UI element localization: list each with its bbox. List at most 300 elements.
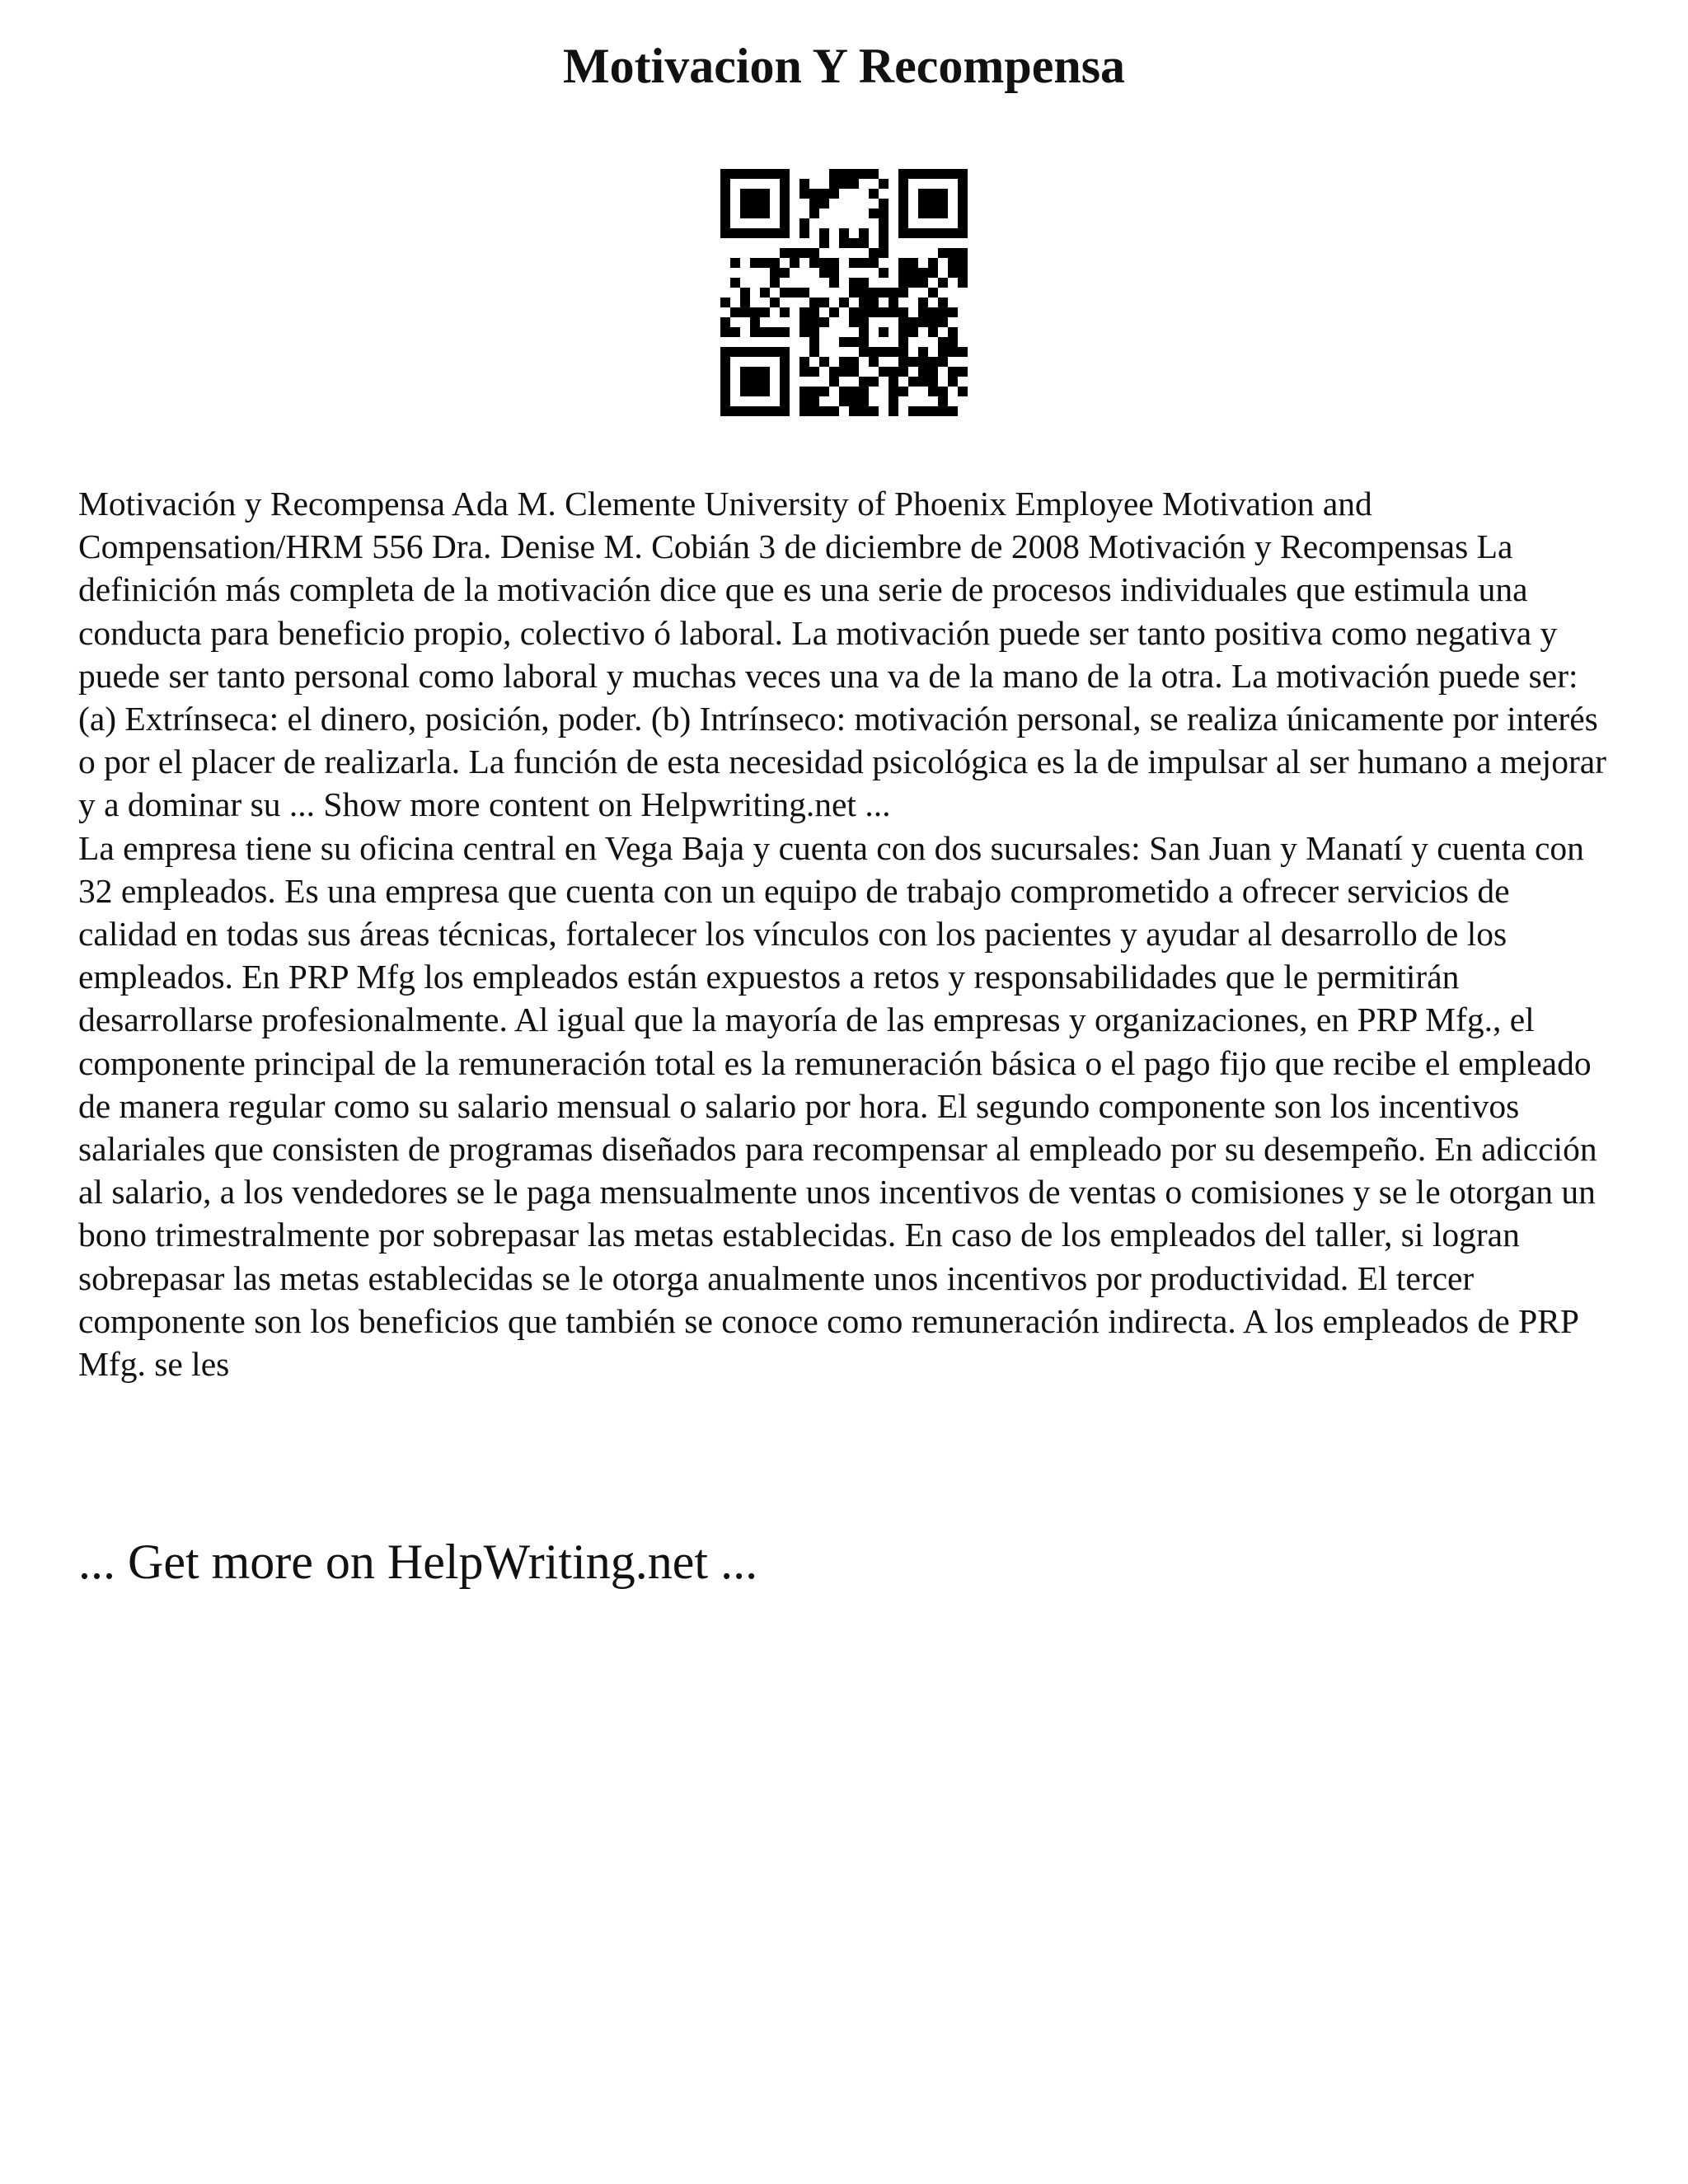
qr-module [859, 317, 869, 327]
qr-module [948, 268, 958, 278]
qr-module [928, 209, 938, 218]
qr-module [819, 317, 829, 327]
qr-module [750, 406, 760, 416]
qr-module [829, 367, 839, 377]
qr-module [859, 258, 869, 268]
qr-module [849, 307, 859, 317]
qr-module [740, 209, 750, 218]
qr-module [740, 288, 750, 298]
qr-module [839, 387, 849, 396]
qr-module [958, 367, 968, 377]
qr-module [879, 209, 889, 218]
qr-module [730, 327, 740, 337]
paragraph: Motivación y Recompensa Ada M. Clemente University of Phoenix Employee Motivation and Compensation/HRM 556 Dra. Denise M. Cobián 3 de diciembre de 2008 Motivación y Recompensas La definición más completa de la motivación dice que es una serie de procesos individuales que estimula una conducta para beneficio propio, colectivo ó laboral. La motivación puede ser tanto positiva como negativa y puede ser tanto personal como laboral y muchas veces una va de la mano de la otra. La motivación puede ser: (a) Extrínseca: el dinero, posición, poder. (b) Intrínseco: motivación personal, se realiza únicamente por interés o por el placer de realizarla. La función de esta necesidad psicológica es la de impulsar al ser humano a mejorar y a dominar su ... Show more content on Helpwriting.net ... [78, 485, 1607, 824]
qr-module [720, 209, 730, 218]
qr-module [928, 169, 938, 179]
qr-module [898, 278, 908, 288]
qr-module [948, 347, 958, 357]
qr-module [780, 406, 790, 416]
paragraph: La empresa tiene su oficina central en Vega Baja y cuenta con dos sucursales: San Juan y Manatí y cuenta con 32 empleados. Es una empresa que cuenta con un equipo de trabajo comprometido a ofrecer servicios de calidad en todas sus áreas técnicas, fortalecer los vínculos con los pacientes y ayudar al desarrollo de los empleados. En PRP Mfg los empleados están expuestos a retos y responsabilidades que le permitirán desarrollarse profesionalmente. Al igual que la mayoría de las empresas y organizaciones, en PRP Mfg., el componente principal de la remuneración total es la remuneración básica o el pago fijo que recibe el empleado de manera regular como su salario mensual o salario por hora. El segundo componente son los incentivos salariales que consisten de programas diseñados para recompensar al empleado por su desempeño. En adicción al salario, a los vendedores se le paga mensualmente unos incentivos de ventas o comisiones y se le otorgan un bono trimestralmente por sobrepasar las metas establecidas. En caso de los empleados del taller, si logran sobrepasar las metas establecidas se le otorga anualmente unos incentivos por productividad. El tercer componente son los beneficios que también se conoce como remuneración indirecta. A los empleados de PRP Mfg. se les [78, 828, 1597, 1384]
qr-module [799, 396, 809, 406]
qr-module [938, 387, 948, 396]
qr-module [918, 367, 928, 377]
qr-module [750, 307, 760, 317]
qr-module [760, 367, 770, 377]
qr-module [908, 169, 918, 179]
qr-module [879, 248, 889, 258]
qr-module [809, 307, 819, 317]
qr-module [958, 169, 968, 179]
qr-module [839, 298, 849, 307]
qr-module [869, 307, 879, 317]
qr-module [918, 278, 928, 288]
qr-module [928, 268, 938, 278]
qr-module [938, 209, 948, 218]
qr-module [760, 169, 770, 179]
qr-module [819, 199, 829, 209]
qr-module [750, 317, 760, 327]
qr-module [780, 228, 790, 238]
qr-module [928, 288, 938, 298]
qr-module [809, 298, 819, 307]
qr-module [819, 189, 829, 199]
qr-module [829, 189, 839, 199]
qr-module [948, 367, 958, 377]
qr-module [898, 228, 908, 238]
qr-module [928, 307, 938, 317]
qr-module [889, 396, 898, 406]
qr-module [829, 268, 839, 278]
qr-module [879, 288, 889, 298]
qr-module [799, 357, 809, 367]
qr-module [829, 406, 839, 416]
qr-module [869, 169, 879, 179]
qr-module [790, 258, 799, 268]
qr-module [809, 387, 819, 396]
qr-module [948, 406, 958, 416]
qr-module [750, 228, 760, 238]
qr-module [809, 327, 819, 337]
qr-module [799, 248, 809, 258]
qr-module [958, 209, 968, 218]
qr-module [938, 307, 948, 317]
qr-module [859, 396, 869, 406]
qr-module [889, 367, 898, 377]
qr-module [720, 387, 730, 396]
qr-module [809, 189, 819, 199]
qr-module [938, 228, 948, 238]
qr-module [839, 396, 849, 406]
qr-module [879, 228, 889, 238]
qr-module [948, 228, 958, 238]
qr-module [869, 357, 879, 367]
qr-module [790, 288, 799, 298]
qr-module [879, 199, 889, 209]
qr-module [750, 377, 760, 387]
qr-module [740, 199, 750, 209]
qr-module [908, 357, 918, 367]
qr-module [770, 169, 780, 179]
qr-module [809, 248, 819, 258]
qr-module [839, 169, 849, 179]
qr-module [918, 169, 928, 179]
qr-module [898, 268, 908, 278]
qr-module [958, 218, 968, 228]
qr-module [849, 337, 859, 347]
qr-module [859, 337, 869, 347]
qr-module [938, 199, 948, 209]
qr-module [918, 189, 928, 199]
qr-module [928, 317, 938, 327]
qr-module [938, 189, 948, 199]
qr-module [819, 268, 829, 278]
qr-module [740, 367, 750, 377]
qr-module [879, 307, 889, 317]
qr-module [780, 357, 790, 367]
qr-module [809, 406, 819, 416]
qr-module [869, 347, 879, 357]
qr-module [908, 317, 918, 327]
qr-module [918, 199, 928, 209]
qr-module [770, 347, 780, 357]
qr-module [958, 189, 968, 199]
qr-module [958, 199, 968, 209]
qr-module [898, 317, 908, 327]
qr-module [898, 337, 908, 347]
qr-module [720, 377, 730, 387]
qr-module [908, 228, 918, 238]
qr-module [720, 347, 730, 357]
qr-module [918, 406, 928, 416]
qr-module [859, 228, 869, 238]
qr-module [720, 406, 730, 416]
qr-module [839, 228, 849, 238]
qr-module [799, 307, 809, 317]
qr-module [829, 377, 839, 387]
qr-module [750, 169, 760, 179]
qr-module [720, 199, 730, 209]
qr-module [938, 357, 948, 367]
qr-module [780, 248, 790, 258]
qr-module [849, 357, 859, 367]
qr-module [750, 347, 760, 357]
qr-module [928, 199, 938, 209]
qr-module [938, 169, 948, 179]
qr-module [799, 387, 809, 396]
qr-module [780, 377, 790, 387]
qr-module [889, 307, 898, 317]
qr-module [760, 406, 770, 416]
qr-module [948, 307, 958, 317]
document-body [78, 482, 1611, 1385]
qr-module [740, 298, 750, 307]
qr-module [780, 169, 790, 179]
qr-module [780, 347, 790, 357]
qr-module [958, 258, 968, 268]
qr-module [918, 307, 928, 317]
qr-module [849, 258, 859, 268]
qr-module [928, 189, 938, 199]
qr-module [780, 179, 790, 189]
qr-module [750, 387, 760, 396]
qr-module [819, 298, 829, 307]
qr-module [760, 258, 770, 268]
qr-module [760, 288, 770, 298]
qr-module [740, 387, 750, 396]
qr-module [770, 406, 780, 416]
qr-module [859, 387, 869, 396]
qr-module [908, 327, 918, 337]
qr-module [898, 209, 908, 218]
qr-module [829, 179, 839, 189]
qr-module [829, 258, 839, 268]
qr-module [898, 218, 908, 228]
qr-module [849, 367, 859, 377]
qr-module [720, 357, 730, 367]
qr-module [839, 179, 849, 189]
qr-module [928, 357, 938, 367]
qr-module [898, 327, 908, 337]
qr-module [859, 238, 869, 248]
qr-module [898, 179, 908, 189]
qr-module [770, 298, 780, 307]
qr-module [869, 258, 879, 268]
qr-module [869, 288, 879, 298]
qr-module [948, 377, 958, 387]
qr-module [799, 367, 809, 377]
qr-module [859, 377, 869, 387]
qr-module [790, 248, 799, 258]
qr-module [799, 179, 809, 189]
qr-module [849, 288, 859, 298]
qr-module [958, 387, 968, 396]
qr-module [780, 218, 790, 228]
qr-module [948, 258, 958, 268]
qr-module [849, 406, 859, 416]
qr-module [809, 367, 819, 377]
qr-module [958, 248, 968, 258]
qr-module [908, 406, 918, 416]
qr-module [898, 387, 908, 396]
qr-module [809, 209, 819, 218]
qr-module [889, 406, 898, 416]
qr-module [859, 327, 869, 337]
qr-module [938, 406, 948, 416]
qr-module [829, 278, 839, 288]
qr-module [760, 228, 770, 238]
qr-module [918, 268, 928, 278]
qr-module [730, 228, 740, 238]
qr-module [849, 169, 859, 179]
qr-module [760, 347, 770, 357]
qr-module [799, 406, 809, 416]
qr-module [889, 298, 898, 307]
qr-module [760, 307, 770, 317]
qr-module [780, 367, 790, 377]
qr-module [869, 209, 879, 218]
qr-module [918, 377, 928, 387]
qr-module [928, 327, 938, 337]
qr-module [760, 189, 770, 199]
qr-module [898, 307, 908, 317]
qr-module [859, 406, 869, 416]
qr-module [760, 199, 770, 209]
qr-module [869, 248, 879, 258]
qr-module [849, 387, 859, 396]
qr-module [819, 238, 829, 248]
qr-module [898, 189, 908, 199]
qr-module [740, 307, 750, 317]
qr-module [750, 258, 760, 268]
qr-module [720, 396, 730, 406]
qr-module [928, 367, 938, 377]
qr-module [720, 298, 730, 307]
qr-module [869, 377, 879, 387]
qr-module [740, 347, 750, 357]
get-more-link[interactable]: ... Get more on HelpWriting.net ... [78, 1535, 758, 1589]
qr-module [809, 258, 819, 268]
qr-module [809, 337, 819, 347]
qr-module [879, 238, 889, 248]
qr-module [918, 347, 928, 357]
qr-module [938, 278, 948, 288]
qr-module [819, 228, 829, 238]
qr-module [740, 377, 750, 387]
qr-module [879, 268, 889, 278]
page-title: Motivacion Y Recompensa [562, 39, 1126, 93]
qr-module [928, 406, 938, 416]
qr-module [928, 377, 938, 387]
qr-module [780, 327, 790, 337]
qr-module [780, 209, 790, 218]
qr-module [780, 268, 790, 278]
qr-module [898, 169, 908, 179]
qr-module [730, 169, 740, 179]
qr-module [918, 317, 928, 327]
qr-module [720, 317, 730, 327]
qr-module [720, 179, 730, 189]
qr-module [829, 307, 839, 317]
qr-module [839, 238, 849, 248]
qr-module [958, 347, 968, 357]
qr-code-icon [720, 169, 968, 416]
qr-module [829, 169, 839, 179]
qr-module [760, 387, 770, 396]
qr-module [859, 288, 869, 298]
qr-module [908, 278, 918, 288]
qr-module [839, 337, 849, 347]
qr-module [819, 258, 829, 268]
qr-module [730, 307, 740, 317]
qr-module [799, 288, 809, 298]
qr-module [740, 189, 750, 199]
qr-module [799, 218, 809, 228]
qr-module [849, 238, 859, 248]
qr-module [908, 377, 918, 387]
qr-module [859, 298, 869, 307]
qr-module [740, 228, 750, 238]
qr-module [859, 347, 869, 357]
qr-module [799, 228, 809, 238]
qr-module [889, 347, 898, 357]
qr-module [928, 228, 938, 238]
qr-module [750, 327, 760, 337]
qr-module [958, 268, 968, 278]
qr-module [859, 169, 869, 179]
qr-module [720, 189, 730, 199]
qr-module [938, 248, 948, 258]
qr-module [889, 387, 898, 396]
qr-module [770, 258, 780, 268]
qr-module [750, 189, 760, 199]
qr-module [958, 228, 968, 238]
qr-module [809, 317, 819, 327]
qr-module [938, 317, 948, 327]
qr-module [879, 327, 889, 337]
qr-module [730, 406, 740, 416]
qr-module [908, 268, 918, 278]
qr-module [750, 209, 760, 218]
qr-module [730, 258, 740, 268]
qr-module [849, 278, 859, 288]
qr-module [849, 396, 859, 406]
qr-module [730, 347, 740, 357]
qr-module [869, 189, 879, 199]
qr-module [918, 357, 928, 367]
qr-module [889, 288, 898, 298]
qr-module [948, 169, 958, 179]
qr-module [859, 278, 869, 288]
qr-module [869, 406, 879, 416]
qr-module [898, 347, 908, 357]
qr-module [770, 278, 780, 288]
qr-module [938, 298, 948, 307]
qr-module [780, 288, 790, 298]
qr-module [948, 327, 958, 337]
qr-module [720, 218, 730, 228]
qr-module [809, 396, 819, 406]
qr-module [720, 367, 730, 377]
qr-module [938, 396, 948, 406]
qr-module [958, 278, 968, 288]
qr-module [720, 228, 730, 238]
qr-module [760, 377, 770, 387]
qr-module [889, 377, 898, 387]
qr-module [948, 337, 958, 347]
qr-module [849, 317, 859, 327]
qr-module [770, 228, 780, 238]
qr-module [819, 406, 829, 416]
qr-module [879, 367, 889, 377]
qr-module [819, 387, 829, 396]
qr-module [839, 367, 849, 377]
qr-module [879, 179, 889, 189]
qr-module [938, 347, 948, 357]
qr-module [918, 209, 928, 218]
qr-module [908, 258, 918, 268]
qr-module [780, 387, 790, 396]
qr-module [720, 169, 730, 179]
qr-module [740, 406, 750, 416]
qr-module [928, 258, 938, 268]
qr-module [760, 209, 770, 218]
qr-module [809, 199, 819, 209]
qr-module [898, 258, 908, 268]
qr-module [730, 278, 740, 288]
qr-module [819, 357, 829, 367]
qr-module [928, 387, 938, 396]
qr-module [799, 327, 809, 337]
